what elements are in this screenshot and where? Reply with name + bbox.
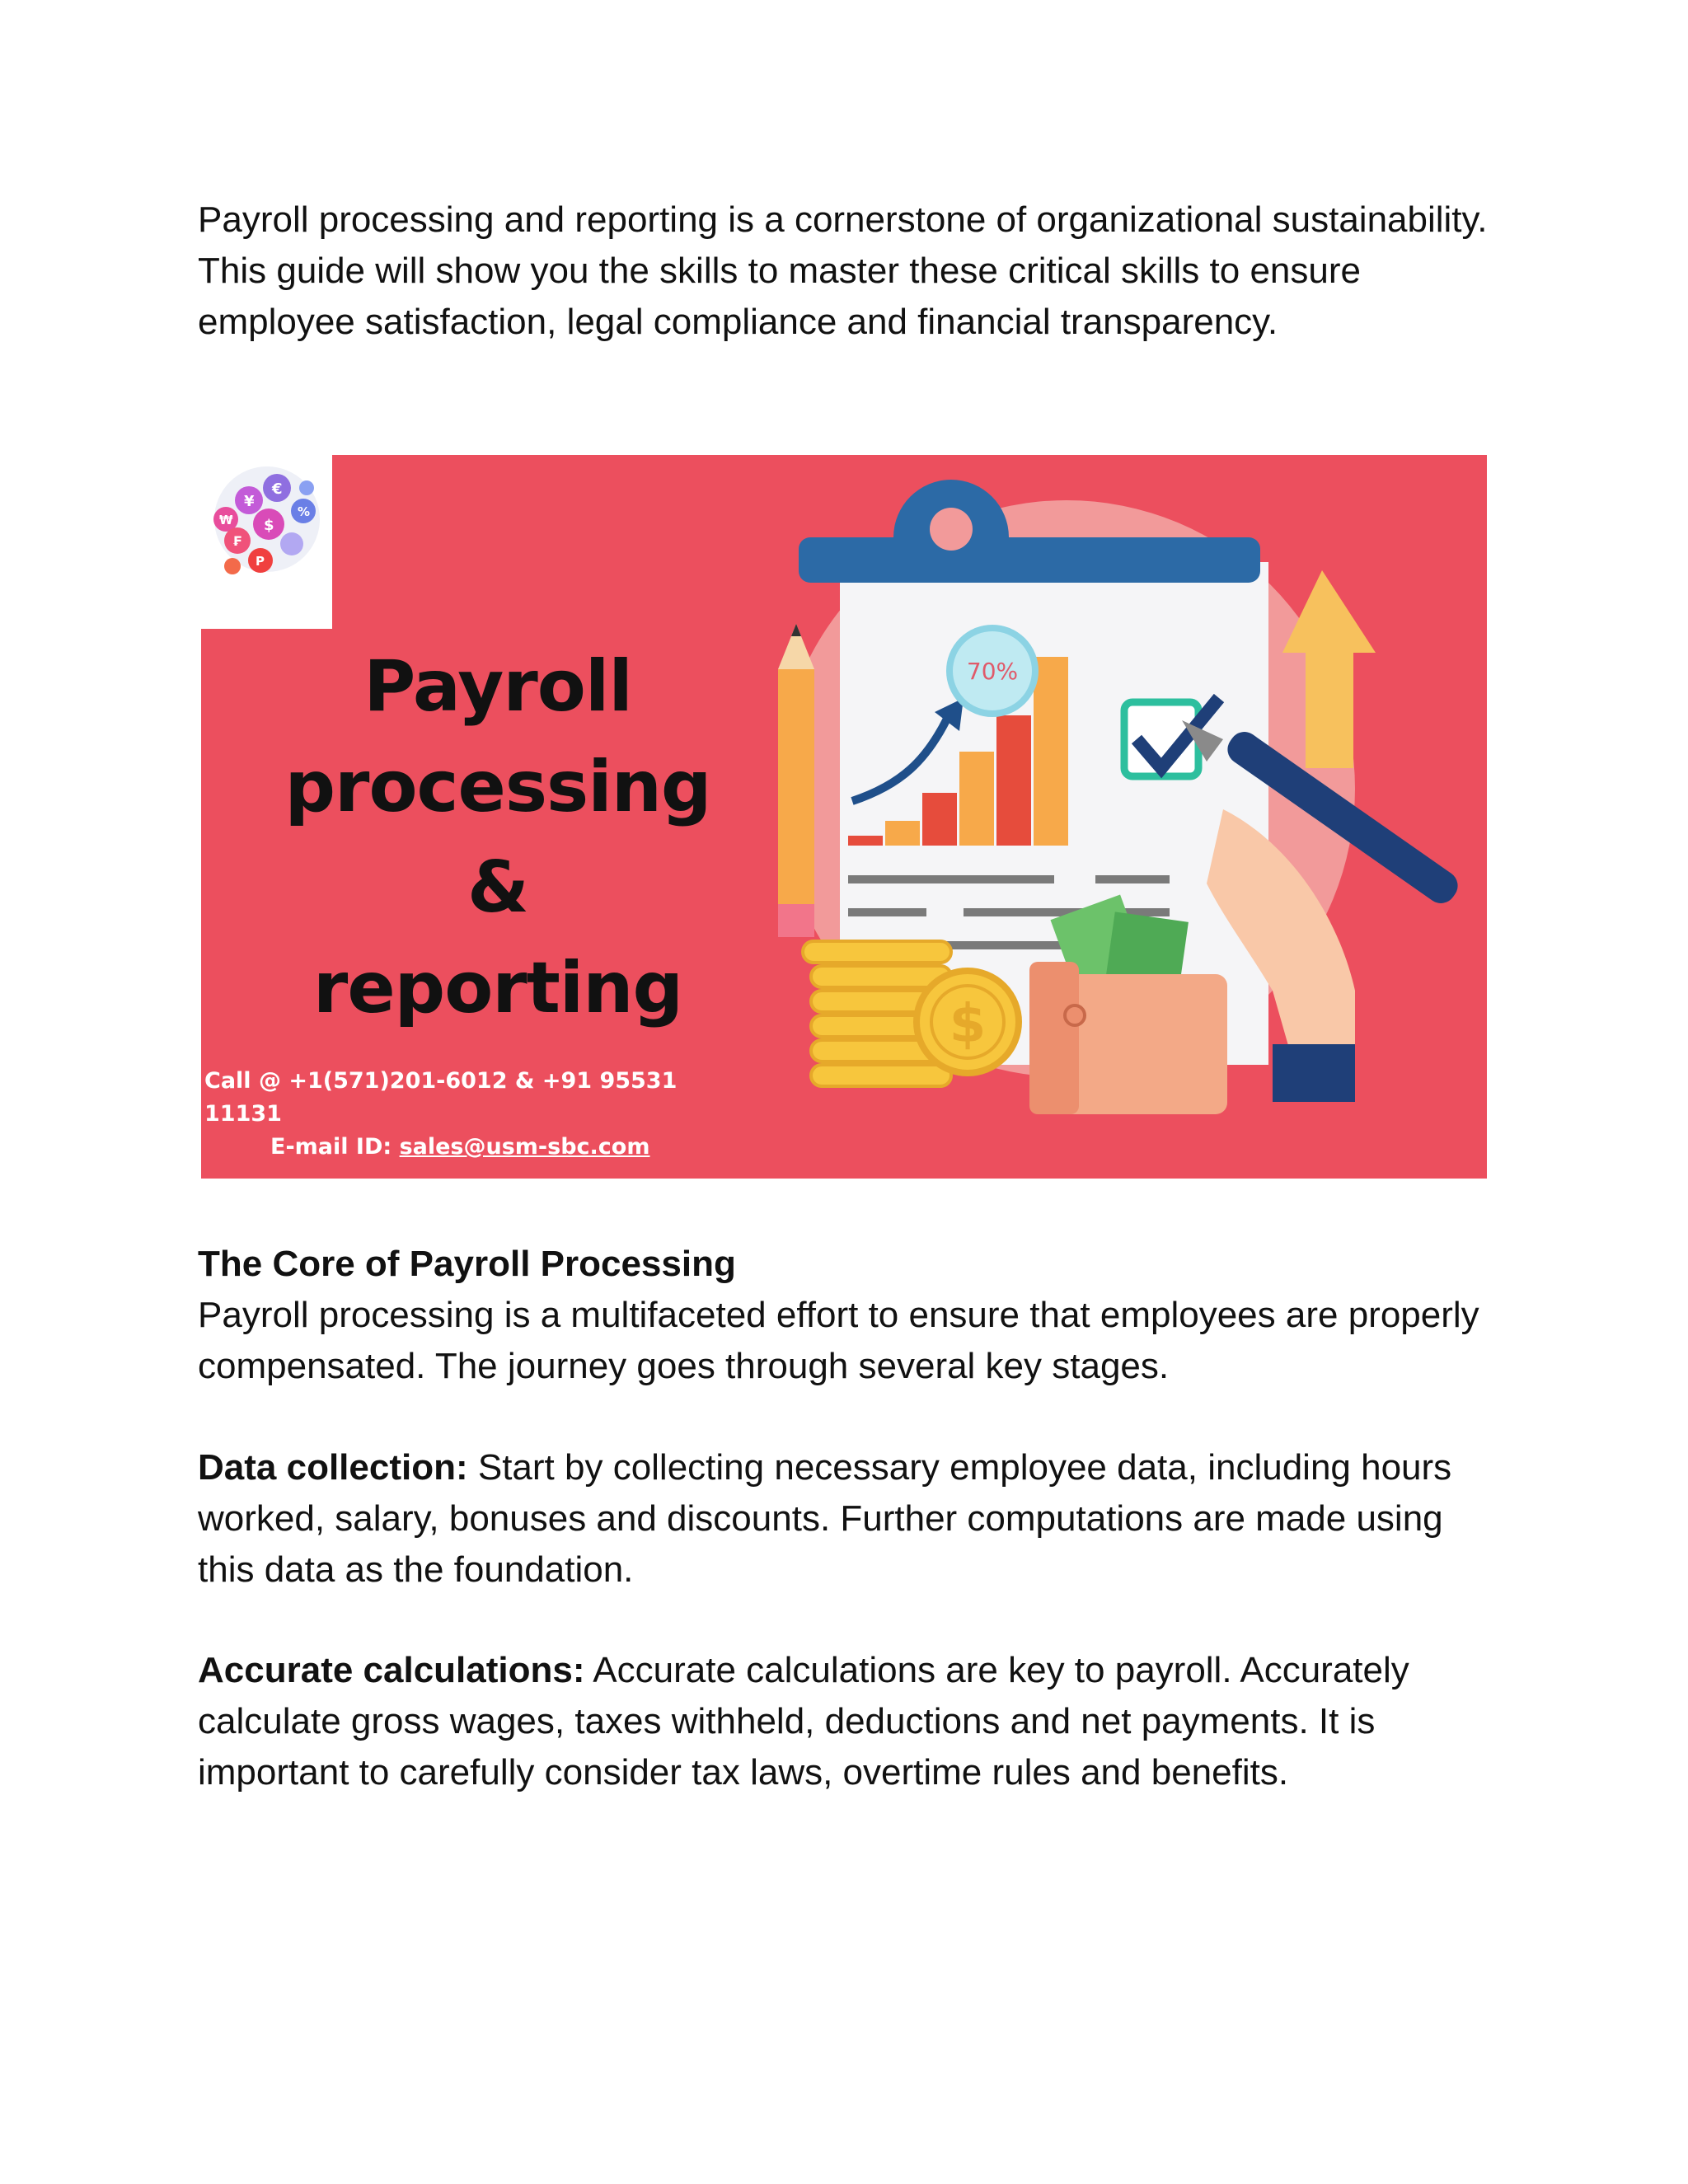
coin-dollar-icon: $ bbox=[949, 994, 987, 1055]
accurate-calculations-text: Accurate calculations are key to payroll. Accurately calculate gross wages, taxes withheld, deductions and net payments. It is important to carefully consider tax laws, overtime rules and benefits. bbox=[198, 1650, 1409, 1793]
banner-contact bbox=[204, 1065, 699, 1164]
data-collection-label: Data collection: bbox=[198, 1447, 468, 1488]
company-logo bbox=[201, 455, 332, 629]
banner-title bbox=[251, 636, 745, 1038]
contact-email-line bbox=[204, 1131, 699, 1164]
logo-p-icon: P bbox=[256, 554, 265, 569]
contact-email: sales@usm-sbc.com bbox=[399, 1134, 650, 1160]
accurate-calculations-label: Accurate calculations: bbox=[198, 1650, 585, 1690]
banner-title-line: processing & bbox=[284, 746, 711, 929]
core-section bbox=[198, 1239, 1500, 1392]
banner-title-line: Payroll bbox=[363, 645, 632, 728]
logo-euro-icon: € bbox=[272, 480, 283, 498]
logo-percent-icon: % bbox=[298, 504, 311, 519]
payroll-banner-image bbox=[201, 455, 1487, 1179]
contact-phone: Call @ +1(571)201-6012 & +91 95531 11131 bbox=[204, 1068, 678, 1127]
contact-email-label: E-mail ID: bbox=[270, 1134, 400, 1160]
data-collection-paragraph bbox=[198, 1442, 1500, 1596]
section-heading: The Core of Payroll Processing bbox=[198, 1244, 736, 1284]
logo-won-icon: ₩ bbox=[219, 513, 233, 527]
chart-percent-label: 70% bbox=[966, 658, 1019, 685]
logo-franc-icon: ₣ bbox=[232, 533, 242, 549]
logo-yen-icon: ¥ bbox=[244, 493, 255, 510]
payroll-illustration bbox=[762, 455, 1487, 1179]
accurate-calculations-paragraph bbox=[198, 1645, 1500, 1798]
logo-dollar-icon: $ bbox=[264, 517, 274, 534]
banner-title-line: reporting bbox=[312, 947, 683, 1029]
core-text: Payroll processing is a multifaceted effort to ensure that employees are properly compensated. The journey goes through several key stages. bbox=[198, 1295, 1479, 1386]
intro-paragraph: Payroll processing and reporting is a cornerstone of organizational sustainability. This guide will show you the skills to master these critical skills to ensure employee satisfaction, legal compliance and financial transparency. bbox=[198, 199, 1488, 342]
data-collection-text: Start by collecting necessary employee data, including hours worked, salary, bonuses and discounts. Further computations are made using this data as the foundation. bbox=[198, 1447, 1452, 1590]
